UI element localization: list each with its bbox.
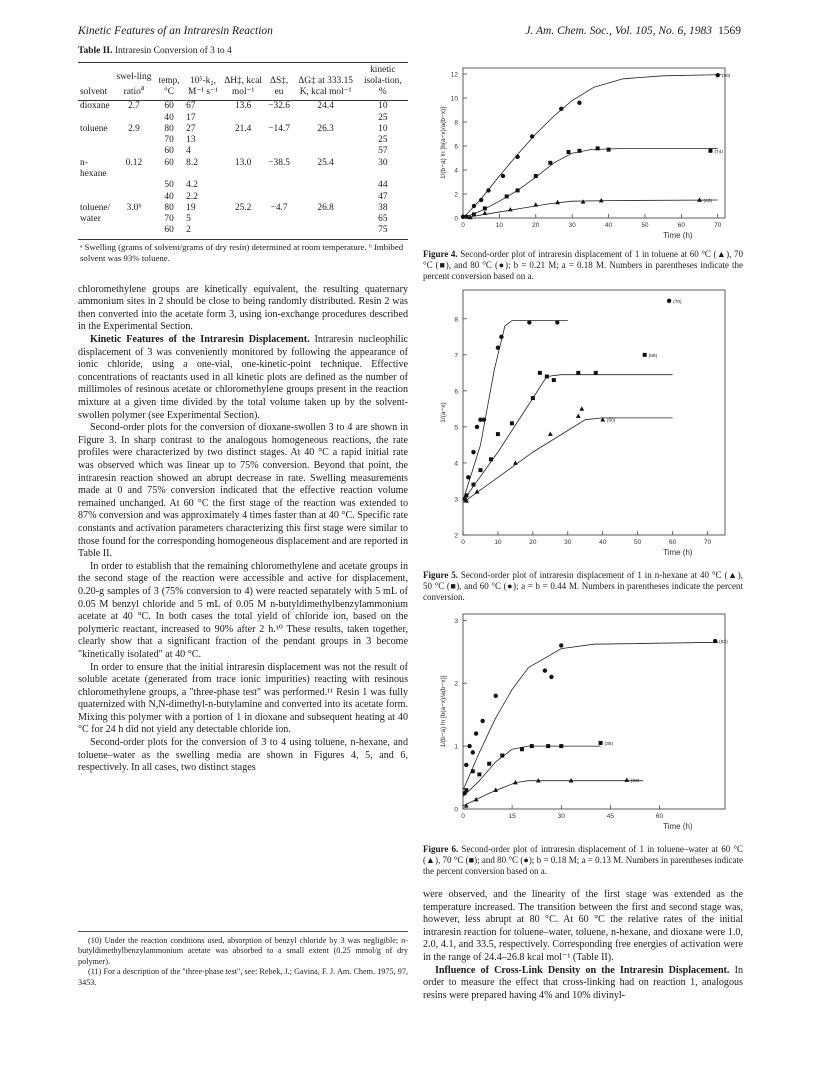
data-point [543,668,547,672]
series-end-label: (38) [604,741,614,747]
y-tick-label: 0 [454,806,458,814]
table-cell-solvent: n-hexane [80,157,107,180]
data-point [475,425,479,429]
table-cell-iso: 75 [378,225,388,236]
paragraph: were observed, and the linearity of the first stage was extended as the temperature increased. The transition between the first and second stage was, however, less abrupt at 80 °C. At 60 °C the relative rates of the initial intraresin reaction for toluene–water, toluene, n-hexane, and dioxane were 1.0, 2.0, 4.1, and 33.5, respectively. Corresponding free energies of activation were in the range of 24.4–26.8 kcal mol⁻¹ (Table II). [423,889,743,963]
data-point [548,432,553,436]
y-tick-label: 4 [454,167,458,175]
x-tick-label: 0 [461,813,465,820]
table-cell-solvent [78,113,114,124]
figure-5 [423,280,743,603]
x-tick-label: 20 [532,222,540,229]
col-temp: temp, °C [154,65,184,101]
table-cell-iso: 44 [378,180,388,191]
table-row [78,158,408,181]
table-cell-solvent: water [80,214,101,225]
data-point [530,134,534,138]
table-cell-ratio [114,180,154,191]
data-point [607,148,611,152]
data-point [510,421,514,425]
data-point [508,207,513,211]
table-cell-temp: 60 [164,157,174,168]
figure-6 [423,606,743,877]
table-cell-dS [265,113,294,124]
data-point [555,320,559,324]
table-cell-dH: 25.2 [234,202,252,213]
y-tick-label: 3 [454,617,458,625]
paragraph: Second-order plots for the conversion of 3 to 4 using toluene, n-hexane, and toluene–water as the swelling media are shown in Figures 4, 5, and 6, respectively. In all cases, two distinct stages [78,737,408,774]
x-tick-label: 20 [529,539,537,546]
data-point [471,450,475,454]
table-cell-dH [222,225,265,239]
table-cell-ratio: 0.12 [125,157,143,168]
table-row [78,113,408,124]
plot-frame [463,68,725,218]
y-tick-label: 1 [454,743,458,751]
plot-frame [463,614,725,809]
table-cell-iso: 57 [378,146,388,157]
data-point [594,371,598,375]
x-tick-label: 45 [606,813,614,820]
table-body [78,101,408,239]
table-cell-solvent [78,192,114,203]
x-tick-label: 40 [599,539,607,546]
x-tick-label: 10 [494,539,502,546]
table-cell-ratio [114,146,154,157]
table-cell-ratio: 2.9 [128,123,140,134]
table-cell-dH [222,180,265,191]
x-tick-label: 60 [677,222,685,229]
table-cell-temp: 70 [164,135,174,146]
table-cell-ratio [114,135,154,146]
table-cell-k2: 27 [186,123,196,134]
table-cell-ratio [114,225,154,239]
table-cell-dG [294,214,358,225]
running-header-title: Kinetic Features of an Intraresin Reaction [78,25,273,37]
data-point [461,215,465,219]
data-point [516,188,520,192]
data-point [599,198,604,202]
data-point [482,211,487,215]
table-cell-iso: 10 [378,101,388,112]
paragraph-cross-link: Influence of Cross-Link Density on the Intraresin Displacement. In order to measure the effect that cross-linking had on reaction 1, analogous resins were prepared having 4% and 10% divinyl- [423,964,743,1001]
paragraph: In order to ensure that the initial intraresin displacement was not the result of soluble acetate (generated from trace ionic impurities) reacting with resinous chloromethylene groups, a "three-phase test" was performed.¹¹ Resin 1 was fully quaternized with N,N-dimethyl-n-butylamine and converted into its acetate form. Mixing this polymer with a portion of 1 in dioxane and subsequent heating at 40 °C for 24 h did not yield any detectable chloride ion. [78,661,408,736]
table-row [78,135,408,146]
series-end-label: (59) [648,353,658,359]
series-end-label: (90) [721,74,731,80]
data-point [576,371,580,375]
figure-6-plot [423,606,743,836]
data-point [624,777,629,781]
table-cell-k2: 5 [186,214,191,225]
table-cell-temp: 60 [164,101,174,112]
y-tick-label: 5 [454,424,458,432]
data-point [496,345,500,349]
y-tick-label: 2 [454,191,458,199]
table-cell-dG [294,146,358,157]
data-point [567,150,571,154]
table-cell-dH: 21.4 [234,123,252,134]
data-point [527,320,531,324]
data-point [533,202,538,206]
table-cell-dG: 26.8 [317,202,334,213]
table-cell-dS [265,214,294,225]
table-cell-solvent [78,135,114,146]
running-header-journal [525,25,741,37]
table-cell-dG: 25.4 [317,157,334,168]
data-point [499,335,503,339]
table-cell-dG: 24.4 [317,101,334,112]
x-tick-label: 70 [703,539,712,546]
x-tick-label: 0 [461,222,465,229]
data-point [546,744,550,748]
data-point [552,378,556,382]
data-point [471,483,475,487]
data-point [471,769,475,773]
y-tick-label: 0 [454,215,458,223]
col-entropy: ΔS‡, eu [265,65,294,101]
data-point [500,754,504,758]
table-cell-temp: 50 [164,180,174,191]
table-cell-k2: 19 [186,202,196,213]
data-point [496,432,500,436]
paragraph: In order to establish that the remaining chloromethylene and acetate groups in the second stage of the reaction were accessible and active for displacement, 0.20-g samples of 3 (75% conversion to 4) were reacted separately with 5 mL of 0.05 M benzyl chloride and 5 mL of 0.05 M n-butyldimethylbenzylammonium acetate at 40 °C. In both cases the total yield of chloride ion, based on the polymeric reactant, increased to 90% after 2 h.¹⁰ These results, taken together, clearly show that a significant fraction of the pendant groups in 3 become "kinetically isolated" at 40 °C. [78,560,408,660]
table-cell-k2: 67 [186,101,196,112]
table-cell-temp: 40 [164,191,174,202]
data-point [536,778,541,782]
col-k2: 10⁵-k₂, M⁻¹ s⁻¹ [184,65,222,101]
table-row [78,180,408,191]
x-tick-label: 15 [508,813,516,820]
data-point [466,475,470,479]
table-row [78,214,408,225]
series-curve [463,746,601,796]
table-row [78,225,408,239]
data-point [479,198,483,202]
left-column [78,46,408,775]
section-heading: Influence of Cross-Link Density on the Intraresin Displacement. [435,964,730,976]
x-tick-label: 30 [564,539,572,546]
data-point [667,299,671,303]
data-point [513,460,518,464]
x-tick-label: 30 [568,222,576,229]
data-point [713,639,717,643]
y-axis-label: 1/(b−a) ln [b(a−x)/a(b−x)] [440,675,447,748]
series-curve [463,781,643,806]
data-point [464,763,468,767]
table-cell-solvent: dioxane [80,101,110,112]
data-point [643,353,647,357]
series-curve [463,148,718,218]
col-kinetic-isolation: kinetic isola-tion, % [358,65,408,101]
x-tick-label: 50 [634,539,642,546]
table-label: Table II. [78,46,113,56]
series-end-label: (43) [703,199,713,204]
x-tick-label: 10 [495,222,504,229]
data-point [494,694,498,698]
table-row [78,124,408,135]
data-point [474,731,478,735]
x-axis-label: Time (h) [663,231,693,240]
footnote-11: (11) For a description of the "three-phase test", see: Rebek, J.; Gavina, F. J. Am. Chem. 1975, 97, 3453. [78,967,408,987]
data-point [515,155,519,159]
y-tick-label: 2 [454,532,458,540]
x-tick-label: 60 [655,813,664,820]
x-tick-label: 0 [461,539,465,546]
series-end-label: (50) [606,418,616,424]
data-point [530,744,534,748]
data-point [472,204,476,208]
footnotes [78,931,408,988]
section-heading: Kinetic Features of the Intraresin Displacement. [90,334,310,346]
table-cell-dG [294,225,358,239]
data-point [577,149,581,153]
data-point [477,772,481,776]
table-cell-k2: 4.2 [186,180,198,191]
series-curve [463,375,673,501]
table-row [78,192,408,203]
y-tick-label: 7 [454,352,458,360]
x-tick-label: 40 [604,222,613,229]
series-end-label: (74) [714,149,723,155]
y-tick-label: 3 [454,496,458,504]
table-cell-ratio [114,113,154,124]
data-point [464,788,468,792]
table-cell-dS: −38.5 [268,157,290,168]
table-cell-solvent [78,146,114,157]
table-cell-dG: 26.3 [317,123,334,134]
paragraph: chloromethylene groups are kinetically equivalent, the resulting quaternary ammonium sites in 2 should be close to being randomly distributed. Resin 2 was then converted into the acetate form 3, using ion-exchange procedures described in the Experimental Section. [78,283,408,333]
data-point [545,374,549,378]
data-point [708,149,712,153]
table-cell-dH: 13.0 [234,157,252,168]
col-free-energy: ΔG‡ at 333.15 K, kcal mol⁻¹ [294,65,358,101]
table-cell-dH: 13.6 [234,101,252,112]
table-cell-ratio [114,192,154,203]
table-cell-temp: 60 [164,225,174,236]
data-point [599,741,603,745]
x-tick-label: 70 [714,222,722,229]
journal-citation: J. Am. Chem. Soc., Vol. 105, No. 6, 1983 [525,25,712,37]
y-axis-label: 1/(b−a) ln [b(a−x)/a(b−x)] [440,106,447,180]
table-cell-dG [294,113,358,124]
table-row [78,146,408,157]
y-tick-label: 8 [454,119,458,127]
table-cell-ratio: 3.0ᵇ [126,202,142,213]
x-tick-label: 50 [641,222,649,229]
table-cell-solvent [78,225,114,239]
figure-5-plot [423,280,743,562]
y-tick-label: 10 [450,95,458,103]
y-tick-label: 6 [454,143,458,151]
table-cell-k2: 4 [186,146,191,157]
series-end-label: (70) [673,299,682,305]
table-cell-temp: 80 [164,202,174,213]
data-point [483,206,487,210]
table-cell-temp: 80 [164,123,174,134]
table-cell-dS [265,225,294,239]
table-cell-iso: 25 [378,135,388,146]
y-tick-label: 6 [454,388,458,396]
figure-4-caption: Figure 4. Second-order plot of intraresin displacement of 1 in toluene at 60 °C (▲), 70 °C (■), and 80 °C (●); b = 0.21 M; a = 0.18 M. Numbers in parentheses indicate the percent conversion based on a. [423,249,743,281]
x-axis-label: Time (h) [663,822,693,831]
table-cell-k2: 2.2 [186,191,198,202]
figure-4-plot [423,56,743,241]
col-solvent: solvent [78,65,114,101]
footnote-10: (10) Under the reaction conditions used, absorption of benzyl chloride by 3 was negligible; n-butyldimethylbenzylammonium acetate was absorbed to a small extent (0.25 mmol/g of dry polymer). [78,936,408,966]
series-end-label: (82) [719,640,728,646]
x-axis-label: Time (h) [663,548,693,557]
table-cell-dG [294,135,358,146]
table-cell-dS: −14.7 [268,123,290,134]
data-point [534,174,538,178]
table-cell-dG [294,192,358,203]
data-point [596,146,600,150]
data-point [549,675,553,679]
table-intraresin-conversion [78,62,408,264]
table-cell-dS: −32.6 [268,101,290,112]
table-title: Intraresin Conversion of 3 to 4 [114,46,232,56]
data-point [697,197,702,201]
table-cell-dS: −4.7 [270,202,288,213]
y-tick-label: 12 [450,71,458,79]
series-curve [463,418,673,503]
table-cell-iso: 38 [378,202,388,213]
data-point [482,418,486,422]
right-body-text [423,889,743,1002]
table-cell-dS [265,180,294,191]
page-number: 1569 [718,25,741,37]
table-cell-dS [265,146,294,157]
data-point [569,778,574,782]
table-cell-ratio: 2.7 [128,101,140,112]
data-point [505,194,509,198]
table-cell-iso: 25 [378,112,388,123]
figure-5-caption: Figure 5. Second-order plot of intraresin displacement of 1 in n-hexane at 40 °C (▲), 50 °C (■), and 60 °C (●); a = b = 0.44 M. Numbers in parentheses indicate the percent conversion. [423,570,743,602]
table-row [78,101,408,113]
y-tick-label: 4 [454,460,458,468]
table-footnote: ᵃ Swelling (grams of solvent/grams of dry resin) determined at room temperature. ᵇ Imbibed solvent was 93% toluene. [78,239,408,263]
table-cell-k2: 17 [186,112,196,123]
table-cell-temp: 70 [164,214,174,225]
table-cell-dH [222,214,265,225]
x-tick-label: 30 [557,813,565,820]
data-point [486,188,490,192]
table-cell-iso: 30 [378,157,388,168]
series-curve [463,200,718,218]
data-point [487,762,491,766]
table-cell-k2: 13 [186,135,196,146]
data-point [471,750,475,754]
table-cell-dH [222,192,265,203]
data-point [579,406,584,410]
table-cell-temp: 60 [164,146,174,157]
series-end-label: (33) [630,779,640,785]
table-cell-temp: 40 [164,112,174,123]
table-cell-solvent: toluene [80,123,108,134]
data-point [478,468,482,472]
plot-frame [463,290,725,535]
table-cell-iso: 47 [378,191,388,202]
col-swelling-ratio: swel-ling ratio$^a$ [114,65,154,101]
left-body-text [78,284,408,775]
series-curve [463,75,721,218]
table-cell-dH [222,146,265,157]
table-cell-iso: 65 [378,214,388,225]
series-curve [463,642,718,790]
y-tick-label: 8 [454,316,458,324]
data-point [480,719,484,723]
figure-4 [423,56,743,282]
data-point [548,161,552,165]
data-point [520,747,524,751]
data-point [716,73,720,77]
y-axis-label: 1/(a−x) [440,402,447,423]
x-tick-label: 60 [668,539,677,546]
data-point [559,107,563,111]
data-point [501,174,505,178]
table-cell-solvent: toluene/ [80,202,111,213]
y-tick-label: 2 [454,680,458,688]
table-caption [78,46,408,56]
paragraph: Second-order plots for the conversion of dioxane-swollen 3 to 4 are shown in Figure 3. In sharp contrast to the analogous homogeneous reactions, the rate profiles were characterized by two distinct stages. At 40 °C a rapid initial rate was observed which was linear up to 75% conversion. Beyond that point, the intraresin reaction showed an abrupt decrease in rate. Swelling measurements made at 0 and 75% conversion indicated that the effective reaction volume remained unchanged. At 60 °C the first stage of the reaction was extended to 87% conversion and was approximately 4 times faster than at 40 °C. Specific rate constants and activation parameters characterizing this first stage were similar to those found for the corresponding homogeneous displacement and are reported in Table II. [78,422,408,560]
data-point [559,643,563,647]
table-cell-dH [222,135,265,146]
table-cell-solvent [78,180,114,191]
table-cell-k2: 8.2 [186,157,198,168]
table-row [78,203,408,214]
data-point [576,414,581,418]
data-point [464,493,468,497]
figure-6-caption: Figure 6. Second-order plot of intraresin displacement of 1 in toluene–water at 60 °C (▲), 70 °C (■); and 80 °C (●); b = 0.18 M; a = 0.13 M. Numbers in parentheses indicate the percent conversion based on a. [423,844,743,876]
col-enthalpy: ΔH‡, kcal mol⁻¹ [222,65,265,101]
data-point [577,101,581,105]
data-point [538,371,542,375]
table-cell-dS [265,135,294,146]
table-cell-ratio [114,214,154,225]
table-cell-k2: 2 [186,225,191,236]
table-cell-dH [222,113,265,124]
table-cell-dG [294,180,358,191]
series-curve [463,321,568,501]
data-point [489,457,493,461]
data-point [467,744,471,748]
table-cell-iso: 10 [378,123,388,134]
paragraph-kinetic-features: Kinetic Features of the Intraresin Displacement. Intraresin nucleophilic displacement of 3 was conveniently monitored by following the appearance of ionic chloride, using a one-vial, one-kinetic-point technique. Effective concentrations of reactants used in all kinetic plots are defined as the number of millimoles of resinous acetate or chloromethylene groups present in the reaction mixture at a given time divided by the total volume taken up by the solvent-swollen polymer (see Experimental Section). [78,334,408,421]
table-cell-dS [265,192,294,203]
data-point [531,396,535,400]
data-point [555,200,560,204]
data-point [559,744,563,748]
